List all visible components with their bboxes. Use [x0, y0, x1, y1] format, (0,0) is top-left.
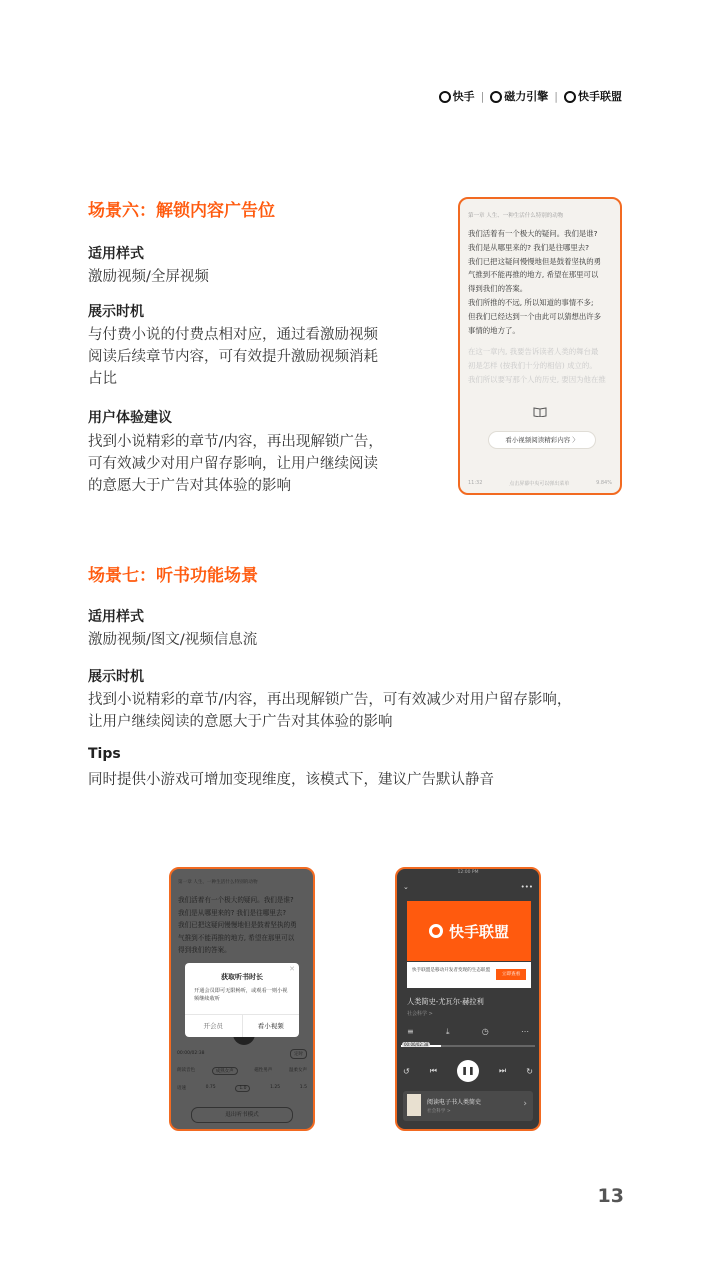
phone-player-mockup [395, 867, 541, 1131]
phone-listen-mockup [169, 867, 315, 1131]
kuaishou-icon [439, 91, 451, 103]
timer-icon[interactable]: ◷ [481, 1027, 489, 1036]
speed-option[interactable]: 1.25 [270, 1085, 281, 1090]
forward-icon[interactable]: ↻ [526, 1066, 533, 1076]
reader-footer: 11:32 点击屏幕中央可以弹出菜单 9.84% [468, 480, 612, 487]
exit-listen-button[interactable]: 退出听书模式 [191, 1107, 293, 1123]
listen-text: 我们活着有一个极大的疑问。我们是谁? 我们是从哪里来的? 我们是往哪里去? 我们已把这疑问慢慢地但是鼓着坚执的勇 气推到不能再推的地方, 希望在那里可以 得到我们的答案。 [178, 896, 297, 955]
playback-controls [403, 1060, 533, 1082]
chapter-header: 第一章 人生、一种生活什么特别的动物 [178, 880, 258, 885]
voice-row: 朗读音色 成熟女声 磁性男声 温柔女声 [177, 1068, 307, 1074]
cili-icon [490, 91, 502, 103]
scene7-timing-text: 找到小说精彩的章节/内容，再出现解锁广告，可有效减少对用户留存影响， 让用户继续阅读的意愿大于广告对其体验的影响 [88, 692, 572, 730]
unlock-video-button[interactable]: 看小视频阅读精彩内容 〉 [488, 431, 596, 449]
union-icon [564, 91, 576, 103]
book-cover [407, 1094, 421, 1116]
more-icon[interactable]: ••• [520, 883, 533, 891]
progress-time: 00:00/02:38 [404, 1042, 429, 1047]
chapter-header: 第一章 人生、一种生活什么特别的动物 [468, 213, 564, 219]
close-icon[interactable]: ✕ [289, 965, 295, 973]
ad-description: 快手联盟是移动开发者变现的生态联盟 [412, 968, 491, 973]
status-bar: 12:00 PM [457, 870, 479, 875]
reader-text: 我们活着有一个极大的疑问。我们是谁? 我们是从哪里来的? 我们是往哪里去? 我们已把这疑问慢慢地但是鼓着坚执的勇 气推到不能再推的地方, 希望在那里可以 得到我们的答案。 我们所推的不远, 所以知道的事情不多; 但我们已经达到一个由此可以猜想出许多 事情的地方了。 在这一章内, 我要告诉读者人类的舞台最 初是怎样 (按我们十分的相信) 成立的。 我们所以要写那个人的历史, 要因为他在推 [468, 229, 606, 384]
pause-button[interactable]: ❚❚ [457, 1060, 479, 1082]
dialog-buttons [185, 1014, 299, 1037]
ebook-title: 阅读电子书人类简史 [427, 1099, 482, 1106]
ebook-category: 社会科学 > [427, 1109, 451, 1114]
rewind-icon[interactable]: ↺ [403, 1066, 410, 1076]
scene6-ux-label: 用户体验建议 [88, 410, 172, 426]
scene6-ux-text: 找到小说精彩的章节/内容，再出现解锁广告， 可有效减少对用户留存影响，让用户继续阅读 的意愿大于广告对其体验的影响 [88, 434, 383, 494]
scene7-tips-text: 同时提供小游戏可增加变现维度，该模式下，建议广告默认静音 [88, 772, 494, 788]
dialog-body: 开通会员即可无限畅听，或观看一则小视频继续收听 [194, 988, 288, 1002]
listen-time-dialog [185, 963, 299, 1037]
open-vip-button[interactable]: 开会员 [185, 1015, 243, 1037]
ad-banner[interactable]: 快手联盟 [407, 901, 531, 961]
chevron-right-icon: › [523, 1099, 527, 1109]
play-time: 00:00/02:38 [177, 1051, 205, 1056]
more-icon[interactable]: ⋯ [520, 1027, 529, 1036]
kuaishou-logo: 快手 [439, 88, 475, 104]
previous-icon[interactable]: ⏮ [429, 1066, 437, 1075]
separator: | [480, 89, 485, 103]
scene7-style-value: 激励视频/图文/视频信息流 [88, 632, 258, 648]
next-icon[interactable]: ⏭ [499, 1066, 507, 1075]
scene6-title: 场景六：解锁内容广告位 [88, 201, 275, 221]
book-icon [533, 407, 547, 417]
speed-option[interactable]: 1.0 [235, 1085, 250, 1092]
dialog-title: 获取听书时长 [221, 973, 263, 981]
book-category[interactable]: 社会科学 > [407, 1011, 433, 1017]
scene6-timing-label: 展示时机 [88, 304, 144, 320]
union-logo: 快手联盟 [564, 88, 622, 104]
playlist-icon[interactable]: ≡ [407, 1027, 414, 1036]
book-title: 人类简史-尤瓦尔·赫拉利 [407, 997, 484, 1006]
player-topbar [403, 883, 533, 891]
scene7-tips-label: Tips [88, 746, 121, 762]
separator: | [554, 89, 558, 103]
scene7-timing-label: 展示时机 [88, 669, 144, 685]
voice-option[interactable]: 温柔女声 [288, 1068, 307, 1073]
phone-reader-mockup [458, 197, 622, 495]
ad-info-bar [407, 962, 531, 988]
scene6-style-label: 适用样式 [88, 246, 144, 262]
scene6-timing-text: 与付费小说的付费点相对应，通过看激励视频 阅读后续章节内容，可有效提升激励视频消耗 占比 [88, 327, 378, 387]
union-logo-icon [429, 924, 443, 938]
voice-option[interactable]: 磁性男声 [254, 1068, 273, 1073]
scene7-style-label: 适用样式 [88, 609, 144, 625]
speed-option[interactable]: 0.75 [205, 1085, 216, 1090]
ad-cta-button[interactable]: 立即查看 [496, 969, 526, 980]
scene6-style-value: 激励视频/全屏视频 [88, 269, 209, 285]
cili-logo: 磁力引擎 [490, 88, 548, 104]
ebook-card[interactable] [403, 1091, 533, 1121]
page-number: 13 [597, 1185, 624, 1207]
watch-video-button[interactable]: 看小视频 [257, 1022, 284, 1030]
timer-button[interactable]: 定时 [290, 1049, 307, 1059]
scene7-title: 场景七：听书功能场景 [88, 566, 258, 586]
speed-option[interactable]: 1.5 [299, 1085, 307, 1090]
speed-row: 语速 0.75 1.0 1.25 1.5 [177, 1085, 307, 1091]
download-icon[interactable]: ⤓ [445, 1027, 450, 1036]
voice-option[interactable]: 成熟女声 [212, 1067, 238, 1075]
player-tools [407, 1027, 529, 1037]
brand-bar [439, 88, 622, 104]
chevron-down-icon[interactable]: ⌄ [403, 883, 409, 891]
